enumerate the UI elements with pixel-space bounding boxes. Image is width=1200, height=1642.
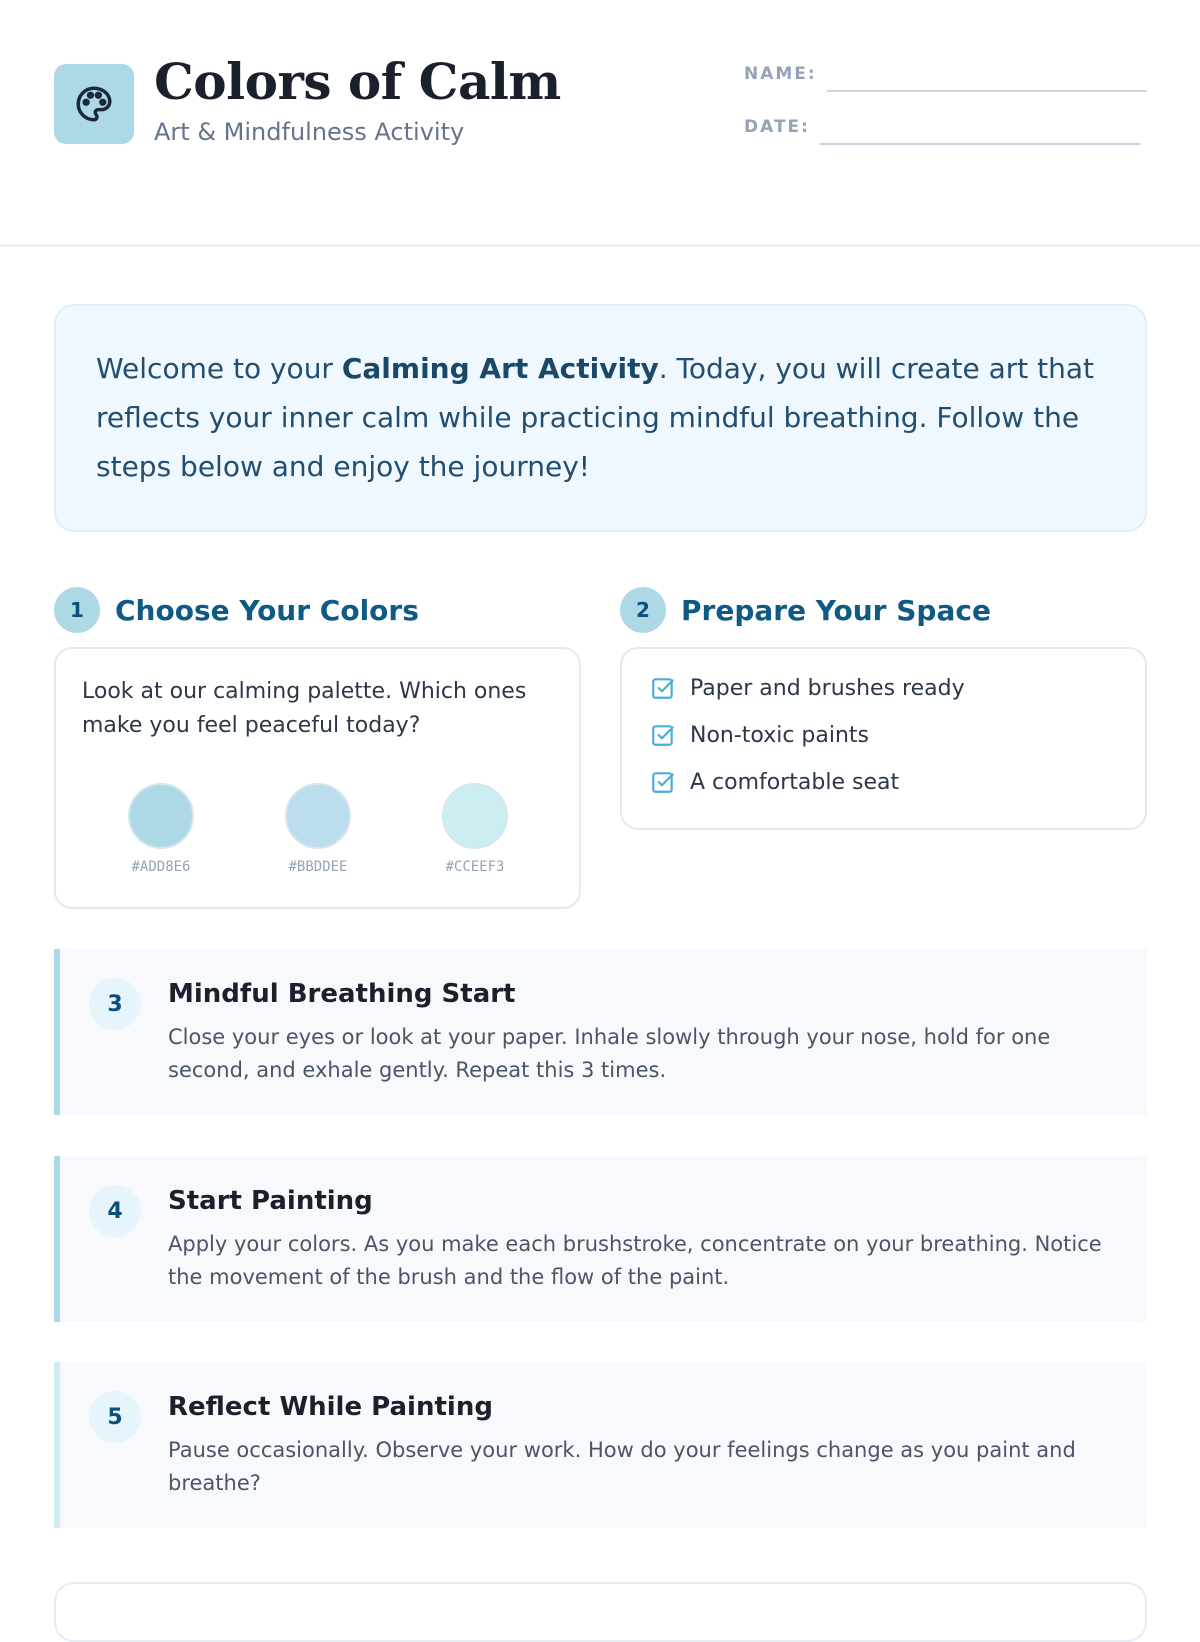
logo [54,64,134,144]
name-label: NAME: [744,64,817,84]
step-title: Reflect While Painting [168,1392,493,1422]
swatch-add8e6[interactable] [128,783,194,849]
checkbox-checked-icon [650,722,676,748]
intro-prefix: Welcome to your [96,352,342,385]
date-label: DATE: [744,117,810,137]
section-title: Choose Your Colors [115,593,419,627]
page-subtitle: Art & Mindfulness Activity [154,118,465,146]
palette-prompt: Look at our calming palette. Which ones make you feel peaceful today? [82,679,527,738]
worksheet-header [0,0,1200,247]
next-section-card [54,1582,1147,1642]
swatch-label: #BBDDEE [288,859,348,875]
step-number: 3 [89,978,141,1030]
swatch-bbddee[interactable] [285,783,351,849]
palette-icon [73,83,115,125]
step-body: Apply your colors. As you make each brushstroke, concentrate on your breathing. Notice the movement of the brush and the flow of the paint. [168,1232,1102,1289]
step-title: Mindful Breathing Start [168,979,516,1009]
swatch-label: #ADD8E6 [131,859,191,875]
intro-suffix: . Today, you will create art that reflects your inner calm while practicing mindful breathing. Follow the steps below and enjoy the journey! [96,352,1095,483]
checklist-item[interactable] [650,722,869,748]
checklist-item[interactable] [650,769,899,795]
intro-box [54,304,1147,532]
date-field[interactable] [820,143,1140,145]
step-5-card [54,1362,1147,1528]
choose-colors-card [54,647,581,909]
section-number: 1 [54,587,100,633]
step-title: Start Painting [168,1186,373,1216]
checklist-item-label: A comfortable seat [690,769,900,795]
section-1-heading [54,587,419,633]
section-number: 2 [620,587,666,633]
intro-bold: Calming Art Activity [341,352,659,385]
checkbox-checked-icon [650,675,676,701]
name-field[interactable] [827,90,1147,92]
step-3-card [54,949,1147,1115]
step-body: Close your eyes or look at your paper. Inhale slowly through your nose, hold for one second, and exhale gently. Repeat this 3 times. [168,1025,1051,1082]
step-number: 4 [89,1185,141,1237]
section-title: Prepare Your Space [681,593,991,627]
swatch-cceef3[interactable] [442,783,508,849]
step-4-card [54,1156,1147,1322]
section-2-heading [620,587,991,633]
page-title: Colors of Calm [154,52,561,111]
swatch-label: #CCEEF3 [445,859,505,875]
step-body: Pause occasionally. Observe your work. How do your feelings change as you paint and breathe? [168,1438,1076,1495]
checkbox-checked-icon [650,769,676,795]
step-number: 5 [89,1391,141,1443]
checklist-item-label: Non-toxic paints [690,722,870,748]
checklist-item-label: Paper and brushes ready [690,675,965,701]
prepare-space-card [620,647,1147,830]
checklist-item[interactable] [650,675,965,701]
